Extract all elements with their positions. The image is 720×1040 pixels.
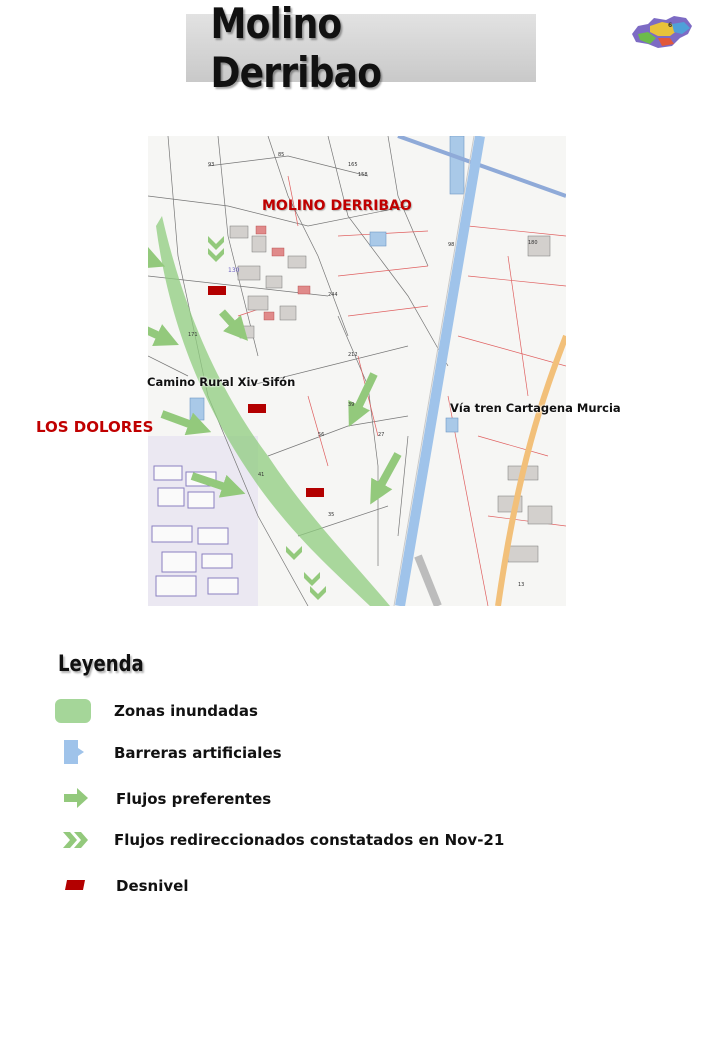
legend-item-desnivel	[0, 872, 600, 902]
svg-text:85: 85	[278, 152, 285, 158]
svg-text:98: 98	[448, 242, 455, 248]
label-los-dolores: LOS DOLORES	[36, 418, 154, 436]
flow-arrow-icon	[62, 786, 90, 810]
svg-text:165: 165	[348, 162, 358, 168]
svg-text:35: 35	[328, 512, 335, 518]
svg-text:56: 56	[318, 432, 325, 438]
pond	[450, 136, 464, 194]
legend-item-barreras	[0, 738, 600, 768]
legend-label: Desnivel	[116, 877, 189, 895]
svg-text:13: 13	[518, 582, 525, 588]
legend-item-zonas-inundadas	[0, 696, 600, 726]
legend-label: Barreras artificiales	[114, 744, 282, 762]
svg-text:244: 244	[328, 292, 338, 298]
legend-label: Zonas inundadas	[114, 702, 258, 720]
svg-text:41: 41	[258, 472, 265, 478]
barrier-swatch-icon	[62, 738, 88, 766]
pond	[370, 232, 386, 246]
pond	[190, 398, 204, 420]
page-title: Molino Derribao	[210, 0, 382, 97]
legend-title: Leyenda	[58, 652, 144, 677]
chevron-double-icon	[62, 830, 90, 850]
svg-text:27: 27	[378, 432, 385, 438]
svg-text:93: 93	[208, 162, 215, 168]
desnivel-swatch-icon	[64, 878, 86, 892]
pond	[446, 418, 458, 432]
title-banner	[186, 0, 536, 97]
parcel-number-130: 130	[228, 267, 240, 274]
region-logo-icon	[628, 14, 696, 52]
urban-area	[148, 436, 258, 606]
label-via-tren: Vía tren Cartagena Murcia	[450, 401, 621, 415]
svg-text:6: 6	[668, 22, 673, 29]
label-camino-rural: Camino Rural Xiv Sifón	[147, 375, 296, 389]
legend-item-flujos-redireccionados	[0, 826, 600, 856]
flood-swatch-icon	[54, 698, 92, 724]
svg-text:212: 212	[348, 352, 358, 358]
label-molino-derribao: MOLINO DERRIBAO	[262, 198, 412, 214]
legend-item-flujos-preferentes	[0, 784, 600, 814]
svg-text:39: 39	[348, 402, 355, 408]
legend-label: Flujos redireccionados constatados en Nov-21	[114, 831, 505, 849]
svg-text:158: 158	[358, 172, 368, 178]
svg-text:171: 171	[188, 332, 198, 338]
legend-label: Flujos preferentes	[116, 790, 272, 808]
svg-text:180: 180	[528, 240, 538, 246]
